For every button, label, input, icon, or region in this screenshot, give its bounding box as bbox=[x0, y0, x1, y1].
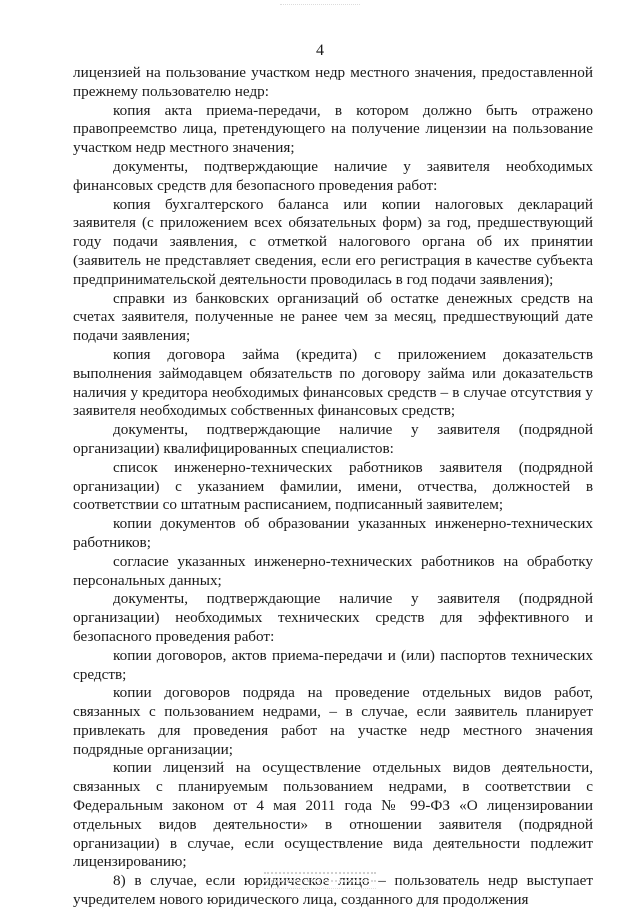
paragraph: копии договоров подряда на проведение отдельных видов работ, связанных с пользованием недрами, – в случае, если заявитель планирует привлекать для проведения работ на участке недр местного значения подрядные организации; bbox=[73, 684, 593, 758]
faded-stamp-mark bbox=[264, 868, 376, 892]
paragraph: лицензией на пользование участком недр местного значения, предоставленной прежнему пользователю недр: bbox=[73, 64, 593, 100]
page-number: 4 bbox=[316, 42, 324, 59]
paragraph: копии документов об образовании указанных инженерно-технических работников; bbox=[73, 515, 593, 551]
paragraph: документы, подтверждающие наличие у заявителя необходимых финансовых средств для безопасного проведения работ: bbox=[73, 157, 593, 194]
scan-artifact-top bbox=[280, 4, 360, 9]
paragraph: копия бухгалтерского баланса или копии налоговых деклараций заявителя (с приложением всех обязательных форм) за год, предшествующий году подачи заявления, с отметкой налогового органа об их принятии (заявитель не представляет сведения, если его регистрация в качестве субъекта предпринимательской деятельности проводилась в год подачи заявления); bbox=[73, 195, 593, 288]
paragraph: копия акта приема-передачи, в котором должно быть отражено правопреемство лица, претендующего на получение лицензии на пользование участком недр местного значения; bbox=[73, 101, 593, 157]
paragraph: справки из банковских организаций об остатке денежных средств на счетах заявителя, полученные не ранее чем за месяц, предшествующий дате подачи заявления; bbox=[73, 289, 593, 345]
paragraph: список инженерно-технических работников заявителя (подрядной организации) с указанием фамилии, имени, отчества, должностей в соответствии со штатным расписанием, подписанный заявителем; bbox=[73, 458, 593, 514]
document-body bbox=[73, 64, 593, 910]
paragraph: копии лицензий на осуществление отдельных видов деятельности, связанных с планируемым пользованием недрами, в соответствии с Федеральным законом от 4 мая 2011 года № 99-ФЗ «О лицензировании отдельных видов деятельности» в отношении заявителя (подрядной организации) в случае, если осуществление вида деятельности подлежит лицензированию; bbox=[73, 759, 593, 871]
paragraph: документы, подтверждающие наличие у заявителя (подрядной организации) необходимых технических средств для эффективного и безопасного проведения работ: bbox=[73, 590, 593, 645]
paragraph: документы, подтверждающие наличие у заявителя (подрядной организации) квалифицированных специалистов: bbox=[73, 421, 593, 457]
paragraph: согласие указанных инженерно-технических работников на обработку персональных данных; bbox=[73, 552, 593, 589]
paragraph: копии договоров, актов приема-передачи и (или) паспортов технических средств; bbox=[73, 646, 593, 683]
paragraph: 8) в случае, если юридическое лицо – пользователь недр выступает учредителем нового юридического лица, созданного для продолжения bbox=[73, 872, 593, 909]
paragraph: копия договора займа (кредита) с приложением доказательств выполнения займодавцем обязательств по договору займа или доказательств наличия у кредитора необходимых финансовых средств – в случае отсутствия у заявителя необходимых собственных финансовых средств; bbox=[73, 345, 593, 420]
